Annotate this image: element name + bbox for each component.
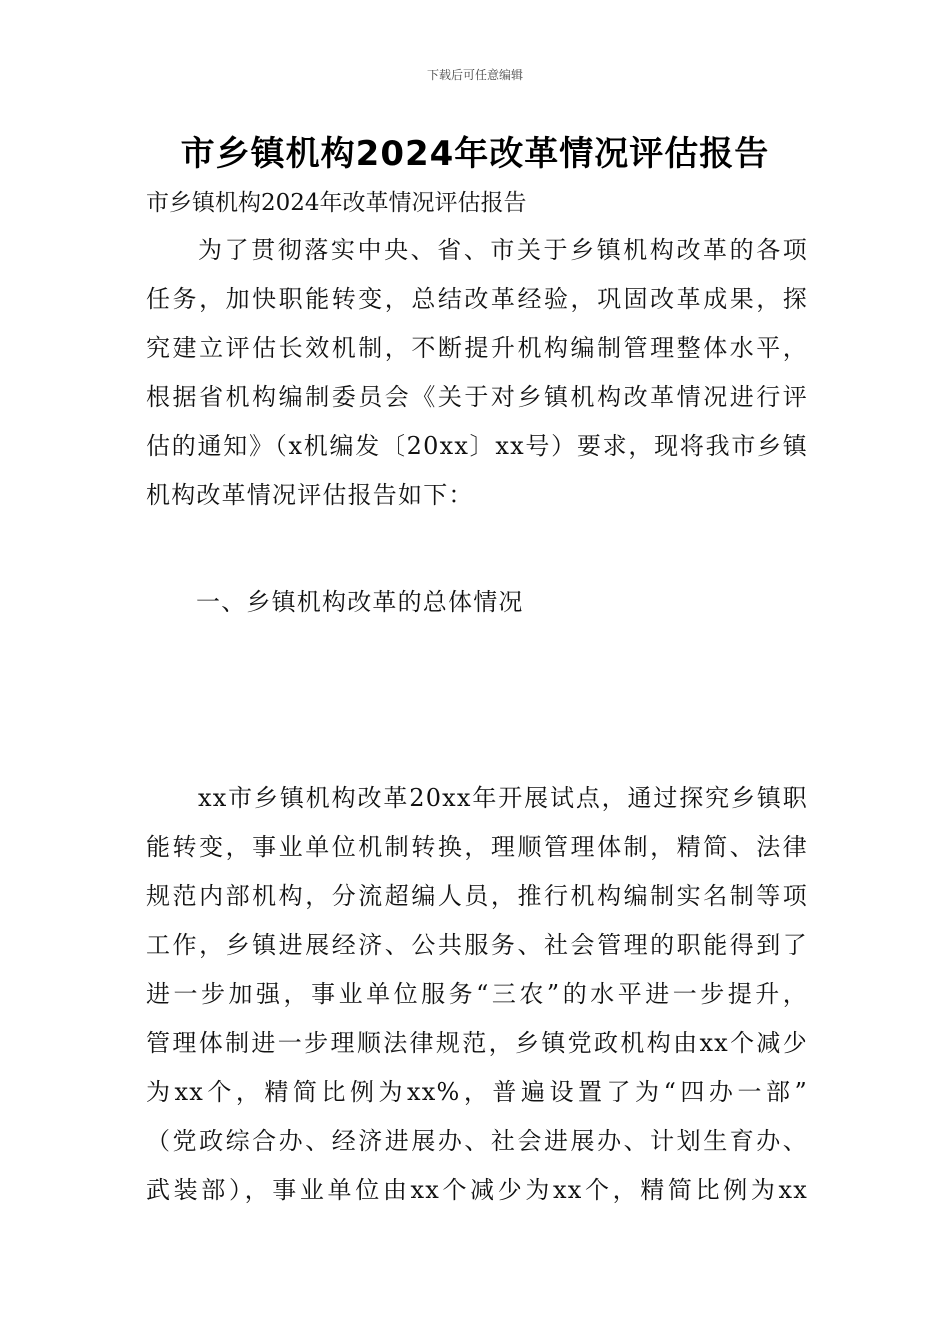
paragraph-line: 根据省机构编制委员会《关于对乡镇机构改革情况进行评: [146, 383, 808, 411]
paragraph-line: 究建立评估长效机制，不断提升机构编制管理整体水平，: [146, 334, 808, 362]
paragraph-line: 为了贯彻落实中央、省、市关于乡镇机构改革的各项: [198, 236, 808, 264]
section-heading-1: 一、乡镇机构改革的总体情况: [196, 588, 524, 616]
header-note: 下载后可任意编辑: [426, 68, 523, 82]
document-title: 市乡镇机构2024年改革情况评估报告: [180, 134, 770, 174]
paragraph-overview: [146, 774, 808, 1215]
paragraph-line: xx市乡镇机构改革20xx年开展试点，通过探究乡镇职: [198, 784, 808, 812]
paragraph-intro: [146, 226, 808, 520]
paragraph-line: 武装部），事业单位由xx个减少为xx个，精简比例为xx: [146, 1176, 808, 1204]
paragraph-line: （党政综合办、经济进展办、社会进展办、计划生育办、: [146, 1127, 808, 1155]
paragraph-line: 管理体制进一步理顺法律规范，乡镇党政机构由xx个减少: [146, 1029, 808, 1057]
paragraph-line: 能转变，事业单位机制转换，理顺管理体制，精简、法律: [146, 833, 808, 861]
paragraph-line: 任务，加快职能转变，总结改革经验，巩固改革成果，探: [146, 285, 808, 313]
paragraph-line: 工作，乡镇进展经济、公共服务、社会管理的职能得到了: [146, 931, 808, 959]
paragraph-line: 规范内部机构，分流超编人员，推行机构编制实名制等项: [146, 882, 808, 910]
paragraph-line: 机构改革情况评估报告如下：: [146, 481, 474, 509]
paragraph-line: 估的通知》（x机编发〔20xx〕xx号）要求，现将我市乡镇: [146, 432, 808, 460]
document-subtitle: 市乡镇机构2024年改革情况评估报告: [146, 190, 527, 216]
paragraph-line: 为xx个，精简比例为xx%，普遍设置了为“四办一部”: [146, 1078, 808, 1106]
paragraph-line: 进一步加强，事业单位服务“三农”的水平进一步提升，: [146, 980, 808, 1008]
